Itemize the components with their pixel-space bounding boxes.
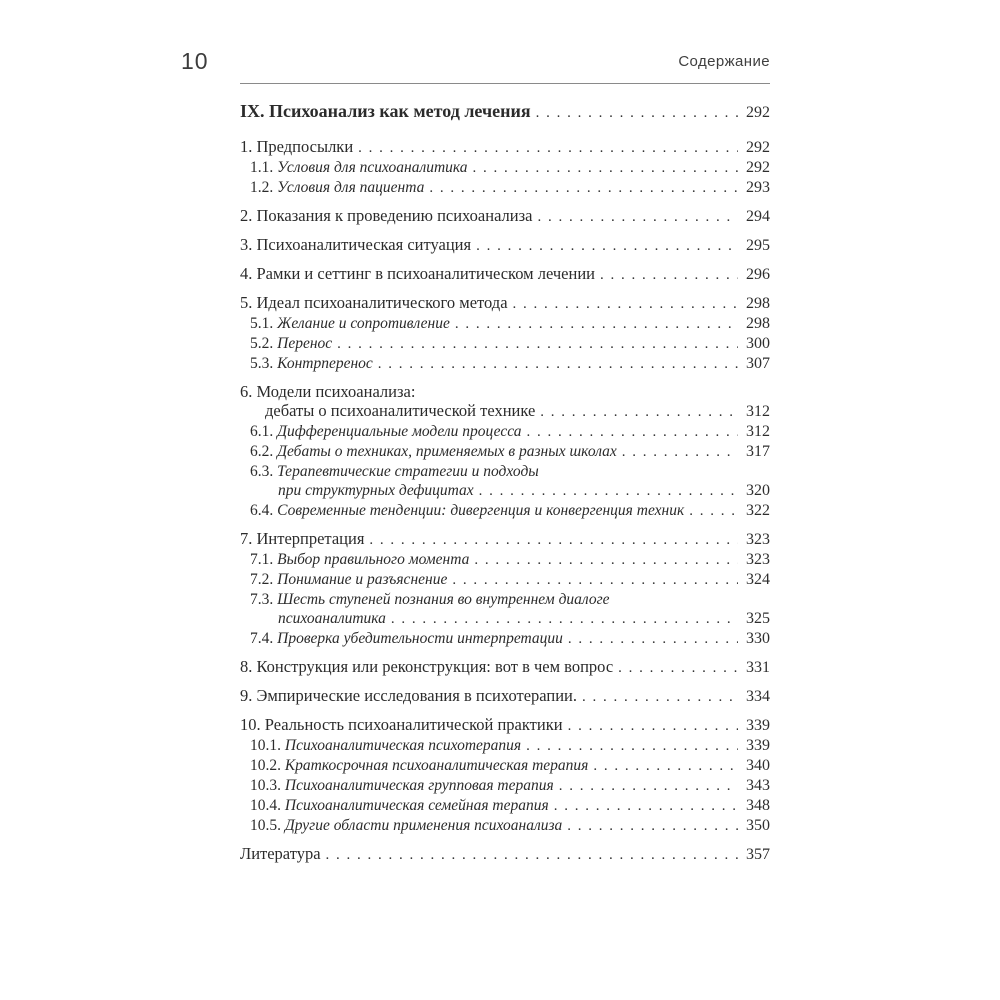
- toc-entry: [240, 137, 770, 158]
- toc-entry: [240, 736, 770, 756]
- toc-entry-text: [250, 334, 332, 353]
- toc-entry-text: психоаналитика: [278, 610, 386, 627]
- toc-entry-number: 6.2.: [250, 443, 278, 460]
- toc-entry-number: 7.3.: [250, 591, 278, 608]
- toc-entry-number: 6.1.: [250, 423, 278, 440]
- toc-entry-number: 5.1.: [250, 315, 278, 332]
- toc-entry-text: [250, 158, 468, 177]
- toc-entry-text: [250, 756, 588, 775]
- toc-leader-dots: [513, 295, 738, 314]
- toc-entry-page: 293: [746, 179, 770, 196]
- toc-heading: [240, 102, 770, 123]
- toc-entry-text: 9. Эмпирические исследования в психотерапии.: [240, 686, 578, 705]
- toc-entry: [240, 844, 770, 865]
- toc-entry: [240, 462, 770, 481]
- toc-entry-text: 10. Реальность психоаналитической практики: [240, 715, 563, 734]
- toc-entry: [240, 657, 770, 678]
- toc-entry-page: 343: [746, 777, 770, 794]
- toc-entry-page: 323: [746, 551, 770, 568]
- toc-leader-dots: [391, 610, 738, 629]
- toc-entry-title: Дебаты о техниках, применяемых в разных школах: [277, 443, 617, 460]
- toc-entry-text: 1. Предпосылки: [240, 137, 354, 156]
- toc-leader-dots: [429, 179, 738, 198]
- toc-entry-text: IX. Психоанализ как метод лечения: [240, 101, 531, 121]
- toc-entry-text: [250, 462, 539, 481]
- toc-entry: [240, 442, 770, 462]
- toc-leader-dots: [600, 266, 738, 285]
- toc-entry: [240, 796, 770, 816]
- toc-entry-title: Понимание и разъяснение: [277, 571, 448, 588]
- toc-leader-dots: [369, 531, 738, 550]
- toc-entry-page: 294: [746, 208, 770, 225]
- table-of-contents: [240, 102, 770, 865]
- toc-entry-number: 10.4.: [250, 797, 285, 814]
- toc-entry-number: 7.2.: [250, 571, 278, 588]
- toc-entry-text: 6. Модели психоанализа:: [240, 382, 416, 401]
- toc-entry-page: 330: [746, 630, 770, 647]
- toc-entry: [240, 422, 770, 442]
- toc-entry: [240, 550, 770, 570]
- toc-entry: [240, 264, 770, 285]
- toc-entry-text: [250, 590, 610, 609]
- toc-entry: [240, 609, 770, 629]
- toc-entry-page: 339: [746, 737, 770, 754]
- toc-entry-number: 1.1.: [250, 159, 278, 176]
- toc-leader-dots: [474, 551, 738, 570]
- toc-entry-title: Перенос: [277, 335, 333, 352]
- toc-entry-title: Контрперенос: [277, 355, 373, 372]
- toc-entry: [240, 206, 770, 227]
- toc-entry: [240, 382, 770, 401]
- toc-entry-page: 292: [746, 139, 770, 156]
- toc-leader-dots: [526, 423, 738, 442]
- toc-entry-number: 10.3.: [250, 777, 285, 794]
- toc-entry-number: 10.2.: [250, 757, 285, 774]
- page-number: 10: [181, 48, 209, 74]
- toc-entry-title: Другие области применения психоанализа: [284, 817, 563, 834]
- toc-entry-page: 323: [746, 531, 770, 548]
- toc-leader-dots: [554, 797, 738, 816]
- toc-entry-text: [250, 550, 469, 569]
- toc-entry-page: 292: [746, 104, 770, 121]
- toc-entry-text: [250, 442, 617, 461]
- toc-entry-title: Современные тенденции: дивергенция и конвергенция техник: [277, 502, 685, 519]
- toc-leader-dots: [618, 659, 738, 678]
- toc-leader-dots: [455, 315, 738, 334]
- toc-entry-page: 292: [746, 159, 770, 176]
- toc-entry-page: 298: [746, 315, 770, 332]
- toc-entry-text: [250, 776, 554, 795]
- header-rule: [240, 83, 770, 84]
- toc-entry-title: Выбор правильного момента: [277, 551, 470, 568]
- toc-entry-title: Условия для психоаналитика: [277, 159, 468, 176]
- toc-entry-title: Проверка убедительности интерпретации: [277, 630, 563, 647]
- toc-entry: [240, 178, 770, 198]
- toc-entry-title: Дифференциальные модели процесса: [277, 423, 522, 440]
- toc-leader-dots: [473, 159, 738, 178]
- toc-entry-page: 296: [746, 266, 770, 283]
- toc-entry-page: 339: [746, 717, 770, 734]
- toc-entry: [240, 401, 770, 422]
- toc-entry-page: 322: [746, 502, 770, 519]
- toc-entry-title: Желание и сопротивление: [277, 315, 450, 332]
- toc-entry-text: 7. Интерпретация: [240, 529, 365, 548]
- toc-entry-text: 5. Идеал психоаналитического метода: [240, 293, 508, 312]
- toc-entry-page: 307: [746, 355, 770, 372]
- toc-entry-page: 320: [746, 482, 770, 499]
- toc-leader-dots: [559, 777, 738, 796]
- toc-entry-page: 317: [746, 443, 770, 460]
- toc-entry-page: 312: [746, 403, 770, 420]
- toc-entry-number: 10.1.: [250, 737, 285, 754]
- toc-entry-page: 348: [746, 797, 770, 814]
- toc-entry-page: 340: [746, 757, 770, 774]
- toc-entry-text: дебаты о психоаналитической технике: [265, 401, 536, 420]
- toc-entry-text: 8. Конструкция или реконструкция: вот в чем вопрос: [240, 657, 614, 676]
- toc-entry: [240, 354, 770, 374]
- toc-entry-text: 2. Показания к проведению психоанализа: [240, 206, 533, 225]
- toc-entry-text: [250, 354, 373, 373]
- toc-entry-title: Психоаналитическая психотерапия: [284, 737, 522, 754]
- toc-entry: [240, 715, 770, 736]
- toc-entry: [240, 158, 770, 178]
- toc-leader-dots: [568, 630, 738, 649]
- toc-entry-text: [250, 796, 549, 815]
- toc-entry-page: 334: [746, 688, 770, 705]
- toc-entry-text: 3. Психоаналитическая ситуация: [240, 235, 472, 254]
- toc-entry: [240, 334, 770, 354]
- toc-entry-number: 10.5.: [250, 817, 285, 834]
- toc-entry: [240, 314, 770, 334]
- toc-entry: [240, 756, 770, 776]
- toc-leader-dots: [689, 502, 738, 521]
- toc-entry-number: 5.2.: [250, 335, 278, 352]
- toc-entry-page: 312: [746, 423, 770, 440]
- toc-entry-page: 295: [746, 237, 770, 254]
- toc-entry-text: 4. Рамки и сеттинг в психоаналитическом лечении: [240, 264, 595, 283]
- toc-leader-dots: [540, 403, 738, 422]
- toc-entry-title: Психоаналитическая семейная терапия: [284, 797, 549, 814]
- toc-entry-title: Психоаналитическая групповая терапия: [284, 777, 554, 794]
- toc-leader-dots: [326, 846, 738, 865]
- toc-entry: [240, 816, 770, 836]
- toc-entry-title: Шесть ступеней познания во внутреннем диалоге: [277, 591, 610, 608]
- toc-entry-title: Краткосрочная психоаналитическая терапия: [284, 757, 589, 774]
- toc-entry-page: 331: [746, 659, 770, 676]
- toc-entry-number: 6.4.: [250, 502, 278, 519]
- toc-entry: [240, 501, 770, 521]
- toc-entry-number: 5.3.: [250, 355, 278, 372]
- toc-entry-text: [250, 178, 424, 197]
- toc-leader-dots: [358, 139, 738, 158]
- toc-entry: [240, 235, 770, 256]
- toc-leader-dots: [452, 571, 738, 590]
- toc-leader-dots: [337, 335, 738, 354]
- running-head: Содержание: [678, 53, 770, 70]
- toc-entry-text: при структурных дефицитах: [278, 482, 474, 499]
- toc-entry: [240, 293, 770, 314]
- toc-entry-text: [250, 570, 447, 589]
- toc-leader-dots: [622, 443, 738, 462]
- toc-leader-dots: [536, 104, 738, 123]
- toc-leader-dots: [479, 482, 738, 501]
- toc-leader-dots: [526, 737, 738, 756]
- toc-leader-dots: [593, 757, 738, 776]
- toc-entry: [240, 776, 770, 796]
- toc-leader-dots: [378, 355, 738, 374]
- toc-entry-title: Терапевтические стратегии и подходы: [277, 463, 539, 480]
- toc-entry: [240, 481, 770, 501]
- toc-leader-dots: [537, 208, 738, 227]
- toc-entry-text: [250, 422, 521, 441]
- toc-leader-dots: [582, 688, 738, 707]
- toc-entry-text: [250, 314, 450, 333]
- toc-entry-text: [250, 736, 521, 755]
- toc-entry: [240, 590, 770, 609]
- toc-entry: [240, 529, 770, 550]
- toc-entry-number: 7.1.: [250, 551, 278, 568]
- toc-entry-number: 6.3.: [250, 463, 278, 480]
- toc-entry-page: 357: [746, 846, 770, 863]
- toc-entry-page: 300: [746, 335, 770, 352]
- toc-entry-text: [250, 501, 684, 520]
- toc-entry: [240, 629, 770, 649]
- toc-entry-page: 325: [746, 610, 770, 627]
- toc-entry-number: 1.2.: [250, 179, 278, 196]
- toc-entry-text: Литература: [240, 844, 321, 863]
- toc-entry-page: 350: [746, 817, 770, 834]
- toc-entry: [240, 686, 770, 707]
- toc-leader-dots: [476, 237, 738, 256]
- toc-entry-page: 324: [746, 571, 770, 588]
- toc-entry-title: Условия для пациента: [277, 179, 425, 196]
- toc-entry-text: [250, 816, 562, 835]
- toc-entry-page: 298: [746, 295, 770, 312]
- toc-entry-number: 7.4.: [250, 630, 278, 647]
- toc-leader-dots: [567, 817, 738, 836]
- toc-entry-text: [250, 629, 563, 648]
- toc-leader-dots: [568, 717, 738, 736]
- toc-entry: [240, 570, 770, 590]
